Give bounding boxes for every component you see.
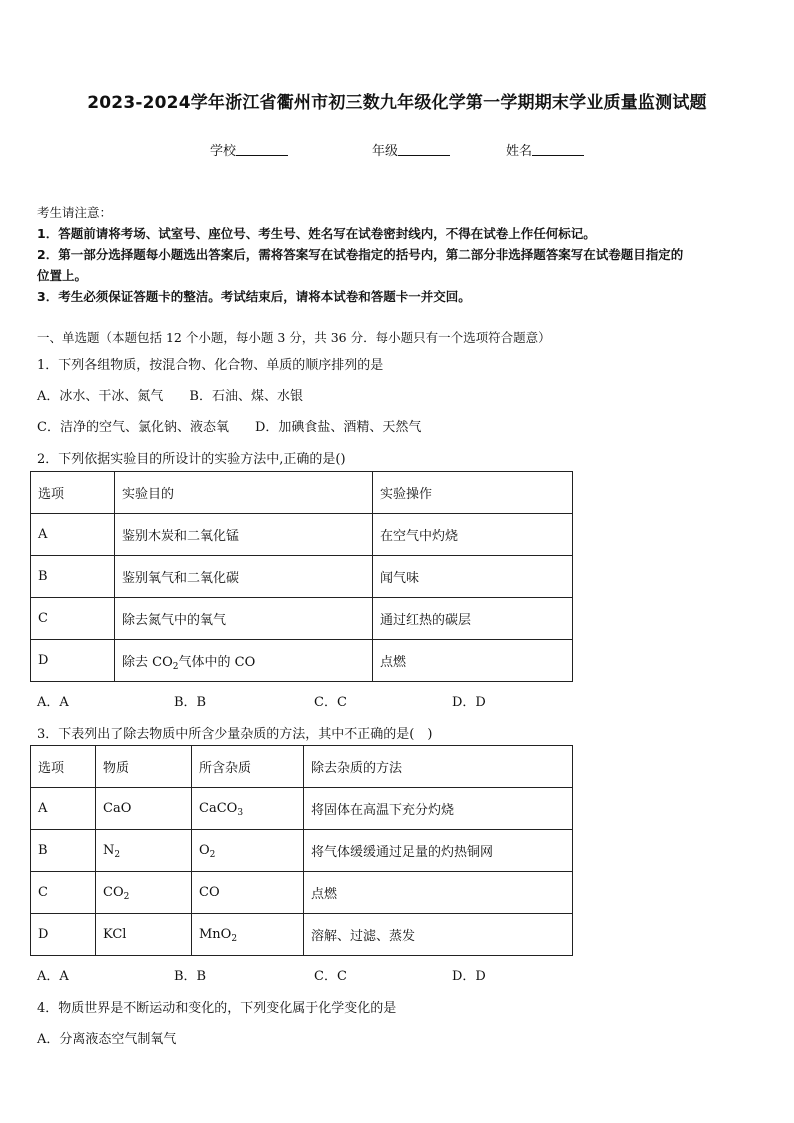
- cell-text: 气体中的 CO: [178, 655, 256, 670]
- q1-stem: 1．下列各组物质，按混合物、化合物、单质的顺序排列的是: [37, 358, 384, 373]
- table-cell: 将气体缓缓通过足量的灼热铜网: [304, 830, 573, 872]
- header-cell: 选项: [31, 472, 115, 514]
- table-row: [31, 872, 573, 914]
- notice-item-3: 3．考生必须保证答题卡的整洁。考试结束后，请将本试卷和答题卡一并交回。: [37, 289, 471, 304]
- table-cell: D: [31, 640, 115, 682]
- header-cell: 实验操作: [373, 472, 573, 514]
- table-cell: 除去氮气中的氧气: [115, 598, 373, 640]
- header-cell: 除去杂质的方法: [304, 746, 573, 788]
- notice-item-1: 1．答题前请将考场、试室号、座位号、考生号、姓名写在试卷密封线内，不得在试卷上作任何标记。: [37, 226, 596, 241]
- table-row: [31, 788, 573, 830]
- table-cell: [115, 640, 373, 682]
- cell-text: O: [199, 843, 210, 858]
- table-cell: [192, 830, 304, 872]
- grade-field[interactable]: [372, 140, 450, 159]
- table-cell: 点燃: [304, 872, 573, 914]
- table-cell: 在空气中灼烧: [373, 514, 573, 556]
- table-row: [31, 640, 573, 682]
- name-label: 姓名: [506, 144, 533, 159]
- table-cell: 鉴别木炭和二氧化锰: [115, 514, 373, 556]
- q3-stem: 3．下表列出了除去物质中所含少量杂质的方法，其中不正确的是( ): [37, 727, 433, 742]
- table-cell: D: [31, 914, 96, 956]
- subscript: 2: [209, 850, 216, 860]
- table-row: [31, 914, 573, 956]
- q1-options-row1: A．冰水、干冰、氮气 B．石油、煤、水银: [37, 389, 303, 404]
- table-row: [31, 514, 573, 556]
- table-cell: A: [31, 514, 115, 556]
- q3-table: [30, 745, 573, 956]
- name-field[interactable]: [506, 140, 584, 159]
- table-row: [31, 830, 573, 872]
- table-cell: 通过红热的碳层: [373, 598, 573, 640]
- q3-option-c[interactable]: C．C: [314, 969, 347, 984]
- table-header-row: [31, 746, 573, 788]
- q1-options-row2: C．洁净的空气、氯化钠、液态氧 D．加碘食盐、酒精、天然气: [37, 420, 422, 435]
- grade-blank[interactable]: [398, 143, 450, 156]
- table-cell: [96, 872, 192, 914]
- table-cell: CaO: [96, 788, 192, 830]
- notice-item-2: 2．第一部分选择题每小题选出答案后，需将答案写在试卷指定的括号内，第二部分非选择题答案写在试卷题目指定的: [37, 247, 684, 262]
- table-cell: C: [31, 872, 96, 914]
- table-cell: [96, 830, 192, 872]
- cell-text: N: [103, 843, 115, 858]
- table-cell: CO: [192, 872, 304, 914]
- q3-options: [37, 965, 637, 983]
- cell-text: CO: [103, 885, 124, 900]
- table-cell: 将固体在高温下充分灼烧: [304, 788, 573, 830]
- q3-option-d[interactable]: D．D: [452, 969, 486, 984]
- table-cell: 点燃: [373, 640, 573, 682]
- q2-option-d[interactable]: D．D: [452, 695, 486, 710]
- subscript: 2: [231, 934, 238, 944]
- header-cell: 所含杂质: [192, 746, 304, 788]
- subscript: 3: [237, 808, 244, 818]
- grade-label: 年级: [372, 144, 399, 159]
- table-row: [31, 598, 573, 640]
- table-cell: B: [31, 556, 115, 598]
- cell-text: MnO: [199, 927, 232, 942]
- school-label: 学校: [210, 144, 237, 159]
- notice-heading: 考生请注意：: [37, 205, 113, 220]
- school-field[interactable]: [210, 140, 288, 159]
- table-cell: B: [31, 830, 96, 872]
- q2-option-c[interactable]: C．C: [314, 695, 347, 710]
- table-cell: C: [31, 598, 115, 640]
- table-header-row: [31, 472, 573, 514]
- header-cell: 实验目的: [115, 472, 373, 514]
- q4-option-a[interactable]: A．分离液态空气制氧气: [37, 1032, 177, 1047]
- subscript: 2: [114, 850, 121, 860]
- table-row: [31, 556, 573, 598]
- name-blank[interactable]: [532, 143, 584, 156]
- q2-option-a[interactable]: A．A: [37, 695, 69, 710]
- header-cell: 选项: [31, 746, 96, 788]
- q2-options: [37, 691, 637, 709]
- header-cell: 物质: [96, 746, 192, 788]
- q3-option-b[interactable]: B．B: [174, 969, 207, 984]
- cell-text: CaCO: [199, 801, 238, 816]
- subscript: 2: [172, 662, 179, 672]
- table-cell: 溶解、过滤、蒸发: [304, 914, 573, 956]
- q2-table: [30, 471, 573, 682]
- table-cell: KCl: [96, 914, 192, 956]
- table-cell: 闻气味: [373, 556, 573, 598]
- notice-item-2-cont: 位置上。: [37, 268, 88, 283]
- q2-option-b[interactable]: B．B: [174, 695, 207, 710]
- table-cell: 鉴别氧气和二氧化碳: [115, 556, 373, 598]
- section-heading: 一、单选题（本题包括 12 个小题，每小题 3 分，共 36 分．每小题只有一个选项符合题意）: [37, 330, 551, 345]
- cell-text: 除去 CO: [122, 655, 173, 670]
- school-blank[interactable]: [236, 143, 288, 156]
- q2-stem: 2．下列依据实验目的所设计的实验方法中,正确的是(): [37, 452, 346, 467]
- table-cell: [192, 788, 304, 830]
- table-cell: A: [31, 788, 96, 830]
- q4-stem: 4．物质世界是不断运动和变化的，下列变化属于化学变化的是: [37, 1001, 397, 1016]
- q3-option-a[interactable]: A．A: [37, 969, 69, 984]
- table-cell: [192, 914, 304, 956]
- page-title: 2023-2024学年浙江省衢州市初三数九年级化学第一学期期末学业质量监测试题: [87, 93, 707, 113]
- subscript: 2: [123, 892, 130, 902]
